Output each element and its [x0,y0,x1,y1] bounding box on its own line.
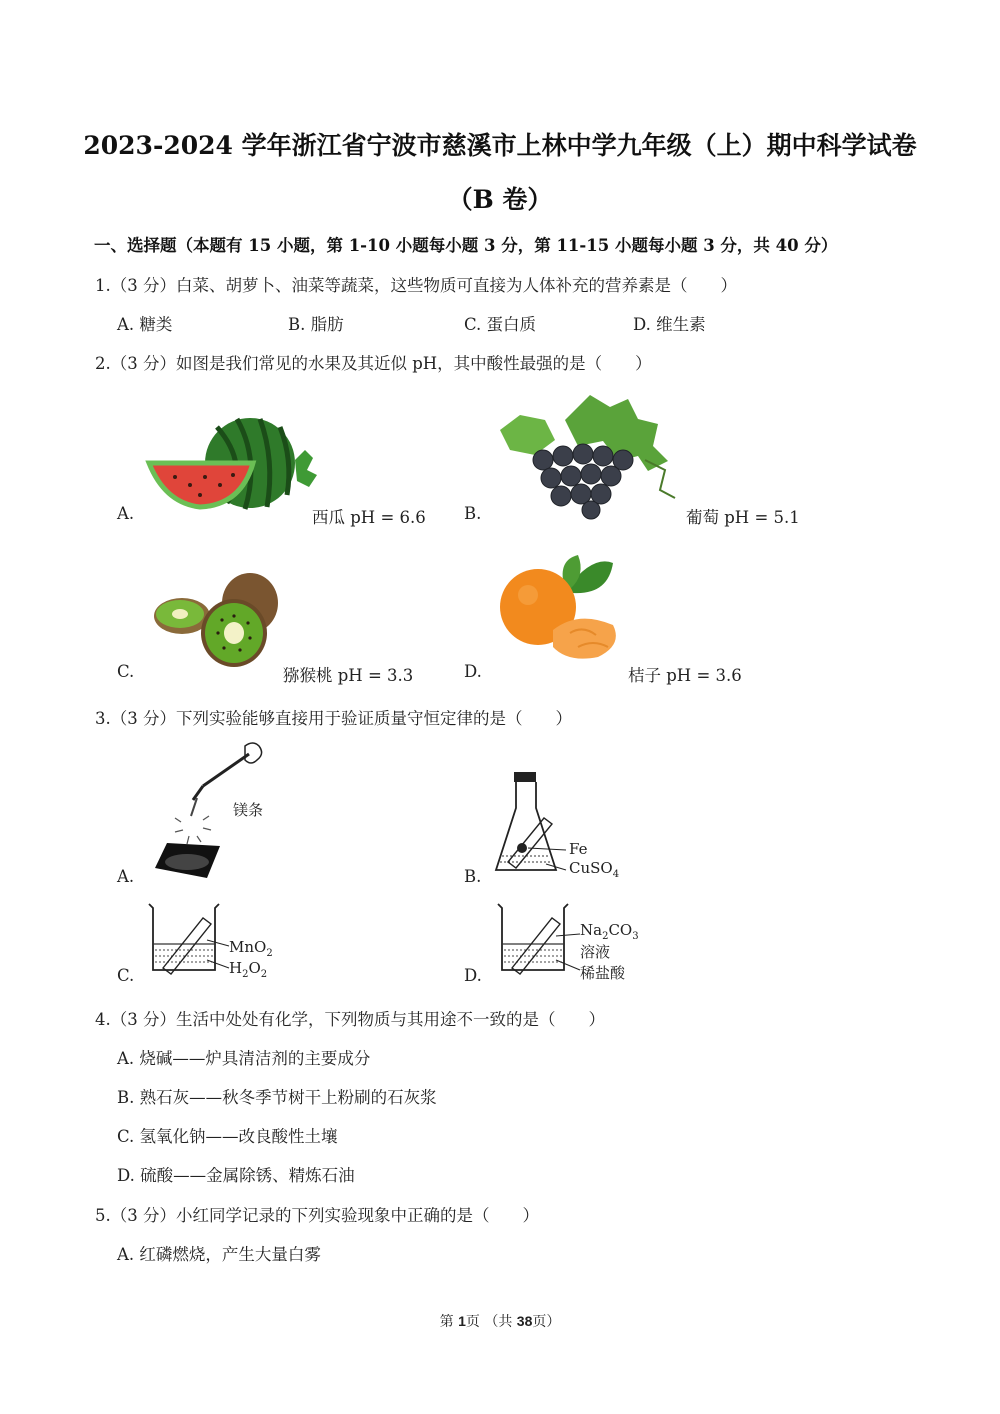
q3-b-label-fe: Fe [569,840,588,858]
q3-option-d-letter: D. [464,966,482,985]
question-4-stem: 4.（3 分）生活中处处有化学，下列物质与其用途不一致的是（ ） [95,1010,605,1029]
question-5-stem: 5.（3 分）小红同学记录的下列实验现象中正确的是（ ） [95,1206,539,1225]
q5-option-a: A. 红磷燃烧，产生大量白雾 [117,1245,321,1264]
page-total: 38 [516,1313,533,1329]
q2-option-c-label: 猕猴桃 pH = 3.3 [283,666,414,685]
watermelon-image [145,405,315,520]
page-number: 1 [458,1313,466,1329]
q2-option-c-letter: C. [117,662,135,681]
q3-c-label-h2o2: $H_2O_2$ [229,959,268,980]
q4-option-b: B. 熟石灰——秋冬季节树干上粉刷的石灰浆 [117,1088,437,1107]
q2-option-d-label: 桔子 pH = 3.6 [628,666,742,685]
exam-title: 2023-2024 学年浙江省宁波市慈溪市上林中学九年级（上）期中科学试卷 [83,131,917,160]
page-footer: 第 1页 （共 38页） [439,1313,561,1330]
beaker-na2co3-diagram [494,900,584,978]
exam-subtitle: （B 卷） [447,185,553,214]
q2-option-a-letter: A. [117,504,135,523]
q3-c-label-mno2: MnO$_2$ [229,938,273,959]
q3-b-label-cuso4: CuSO$_4$ [569,859,620,880]
q2-option-a-label: 西瓜 pH = 6.6 [312,508,426,527]
section-heading: 一、选择题（本题有 15 小题，第 1-10 小题每小题 3 分，第 11-15 小题每小题 3 分，共 40 分） [94,236,838,255]
q1-option-b: B. 脂肪 [288,315,344,334]
q2-option-b-letter: B. [464,504,482,523]
q3-d-label-solution: 溶液 [580,943,611,961]
conical-flask-diagram [492,770,572,880]
orange-image [498,555,633,670]
q4-option-c: C. 氢氧化钠——改良酸性土壤 [117,1127,338,1146]
question-3-stem: 3.（3 分）下列实验能够直接用于验证质量守恒定律的是（ ） [95,709,572,728]
beaker-mno2-diagram [145,900,230,978]
q2-option-d-letter: D. [464,662,482,681]
q3-a-label-magnesium: 镁条 [233,801,264,819]
q3-d-label-hcl: 稀盐酸 [580,964,626,982]
magnesium-burning-diagram [145,738,285,888]
question-2-stem: 2.（3 分）如图是我们常见的水果及其近似 pH，其中酸性最强的是（ ） [95,354,652,373]
q3-option-b-letter: B. [464,867,482,886]
kiwi-image [150,568,285,673]
q3-option-c-letter: C. [117,966,135,985]
q3-option-a-letter: A. [117,867,135,886]
q4-option-a: A. 烧碱——炉具清洁剂的主要成分 [117,1049,371,1068]
q2-option-b-label: 葡萄 pH = 5.1 [686,508,800,527]
q3-d-label-na2co3: $Na_2CO_3$ [580,921,639,942]
q1-option-d: D. 维生素 [633,315,706,334]
question-1-stem: 1.（3 分）白菜、胡萝卜、油菜等蔬菜，这些物质可直接为人体补充的营养素是（ ） [95,276,737,295]
grapes-image [495,390,685,520]
q1-option-a: A. 糖类 [117,315,173,334]
q1-option-c: C. 蛋白质 [464,315,537,334]
q4-option-d: D. 硫酸——金属除锈、精炼石油 [117,1166,355,1185]
